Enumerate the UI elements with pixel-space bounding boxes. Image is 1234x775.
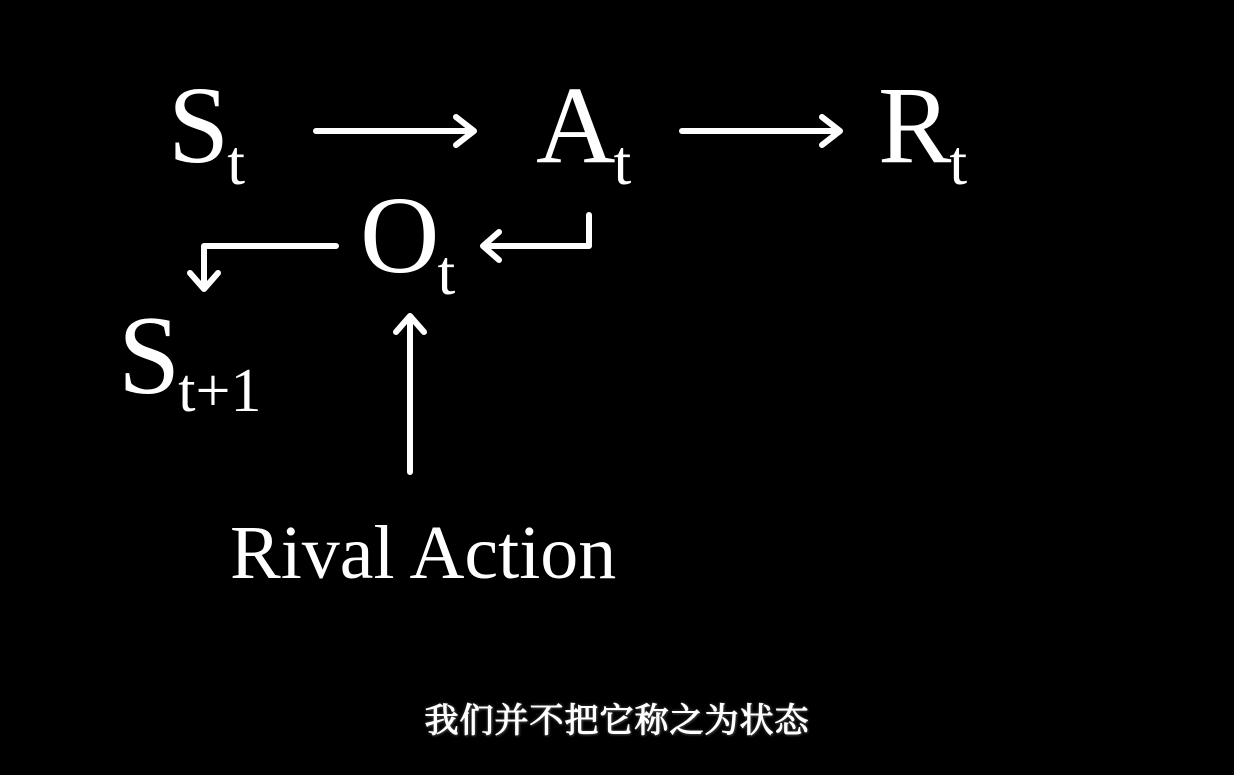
- arrow-st-to-at: [316, 117, 474, 145]
- arrow-ot-to-st1: [190, 246, 336, 289]
- arrow-at-to-rt: [682, 117, 840, 145]
- reward-t-symbol: R: [878, 64, 952, 186]
- arrow-at-to-ot: [483, 215, 589, 260]
- action-t-symbol: A: [536, 64, 616, 186]
- state-t-plus-1-subscript: t+1: [178, 357, 262, 425]
- action-t-subscript: t: [613, 127, 632, 198]
- observation-t-subscript: t: [437, 237, 456, 308]
- arrow-rival-to-ot: [396, 316, 424, 472]
- observation-t-symbol: O: [360, 174, 440, 296]
- rival-action-label: Rival Action: [230, 511, 617, 595]
- state-t-subscript: t: [227, 127, 245, 198]
- state-t-plus-1-symbol: S: [118, 294, 181, 418]
- state-t-symbol: S: [168, 64, 230, 186]
- subtitle-caption: 我们并不把它称之为状态: [424, 701, 810, 741]
- reward-t-subscript: t: [949, 127, 968, 198]
